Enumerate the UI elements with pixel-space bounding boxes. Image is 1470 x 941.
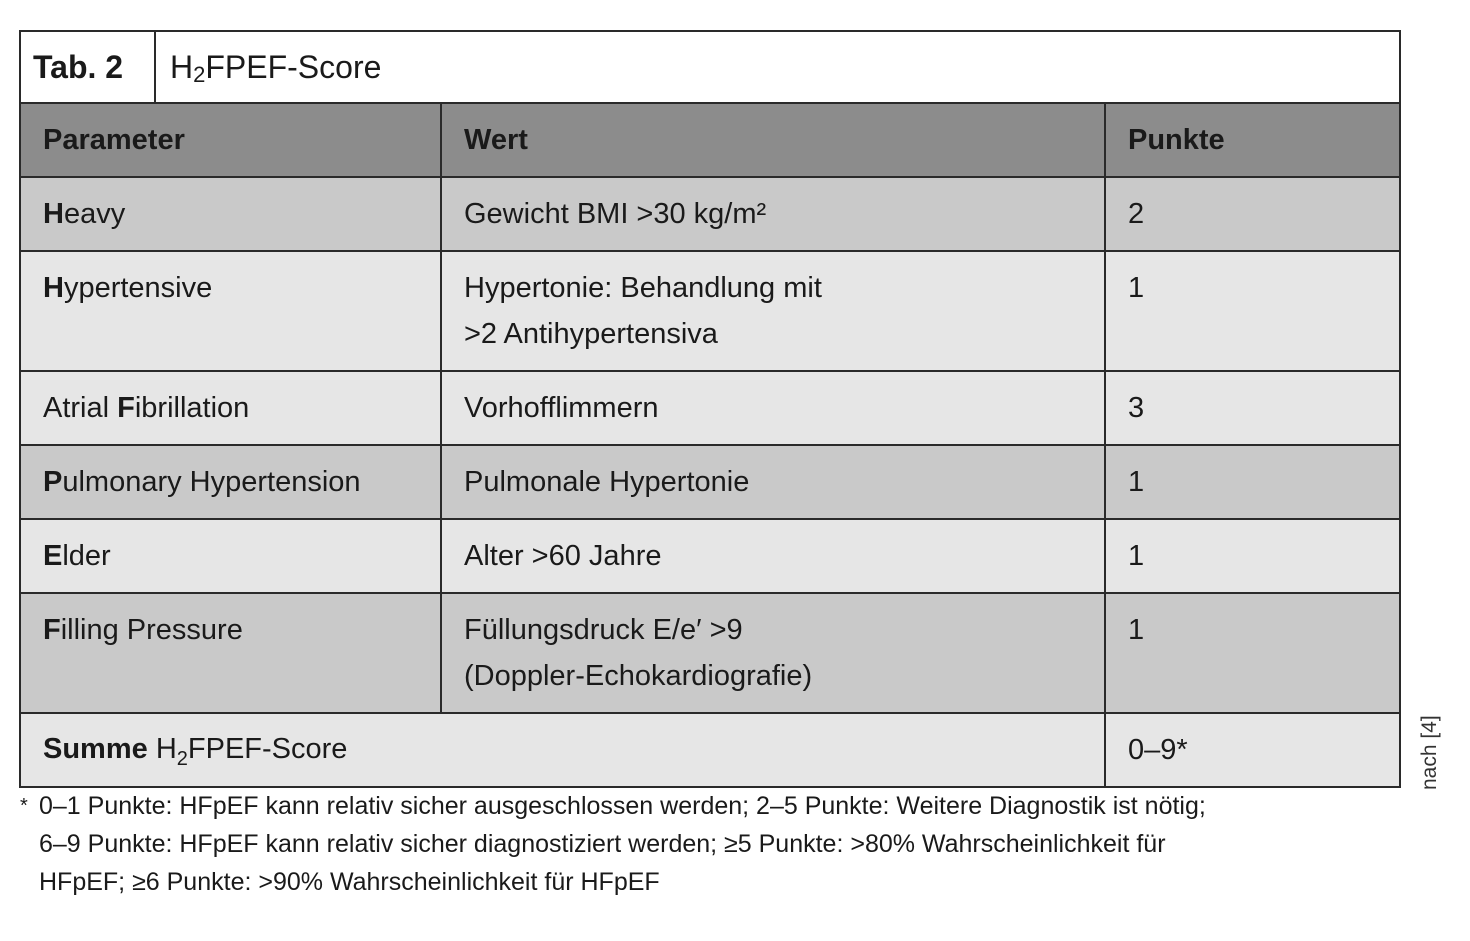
wert-line: (Doppler-Echokardiografie): [464, 660, 813, 692]
score-table: [21, 104, 1399, 786]
summary-label: [21, 713, 1105, 786]
footnote: [20, 787, 1400, 901]
punkte-cell: 2: [1105, 177, 1399, 251]
summary-suffix: FPEF-Score: [187, 732, 348, 765]
parameter-rest: lder: [62, 540, 111, 572]
table-number: Tab. 2: [21, 32, 156, 102]
wert-line: >2 Antihypertensiva: [464, 318, 718, 350]
parameter-rest: ulmonary Hypertension: [62, 466, 361, 498]
table-title-row: [21, 32, 1399, 104]
wert-line: Füllungsdruck E/e′ >9: [464, 614, 743, 646]
punkte-cell: 3: [1105, 371, 1399, 445]
summary-row: [21, 713, 1399, 786]
header-wert: Wert: [441, 104, 1105, 177]
wert-cell: [441, 251, 1105, 371]
table-row: [21, 371, 1399, 445]
summary-value: 0–9*: [1105, 713, 1399, 786]
score-table-frame: [19, 30, 1401, 788]
footnote-line: HFpEF; ≥6 Punkte: >90% Wahrscheinlichkeit für HFpEF: [39, 868, 660, 896]
table-row: [21, 593, 1399, 713]
wert-cell: [441, 593, 1105, 713]
header-punkte: Punkte: [1105, 104, 1399, 177]
wert-cell: [441, 177, 1105, 251]
footnote-line: 6–9 Punkte: HFpEF kann relativ sicher diagnostiziert werden; ≥5 Punkte: >80% Wahrscheinlichkeit für: [39, 830, 1166, 858]
header-parameter: Parameter: [21, 104, 441, 177]
wert-line: Hypertonie: Behandlung mit: [464, 272, 822, 304]
wert-line: Alter >60 Jahre: [464, 540, 662, 572]
title-subscript: 2: [193, 62, 206, 87]
parameter-rest: ibrillation: [134, 392, 250, 424]
table-row: [21, 519, 1399, 593]
parameter-rest: ypertensive: [63, 272, 213, 304]
parameter-initial: E: [43, 540, 63, 572]
wert-cell: [441, 519, 1105, 593]
summary-bold: Summe: [43, 732, 148, 765]
parameter-cell: [21, 371, 441, 445]
parameter-initial: H: [43, 198, 64, 230]
title-prefix: H: [170, 48, 194, 85]
punkte-cell: 1: [1105, 519, 1399, 593]
source-note: nach [4]: [1418, 715, 1441, 790]
punkte-cell: 1: [1105, 445, 1399, 519]
wert-cell: [441, 371, 1105, 445]
parameter-rest: eavy: [63, 198, 126, 230]
title-suffix: FPEF-Score: [205, 48, 382, 85]
parameter-cell: [21, 177, 441, 251]
table-title: [156, 32, 381, 102]
table-row: [21, 251, 1399, 371]
table-row: [21, 445, 1399, 519]
parameter-initial: F: [43, 614, 61, 646]
parameter-cell: [21, 519, 441, 593]
wert-cell: [441, 445, 1105, 519]
parameter-pre: Atrial: [43, 392, 118, 424]
parameter-cell: [21, 251, 441, 371]
footnote-body: [20, 787, 1400, 901]
parameter-initial: P: [43, 466, 63, 498]
footnote-line: 0–1 Punkte: HFpEF kann relativ sicher ausgeschlossen werden; 2–5 Punkte: Weitere Diagnostik ist nötig;: [39, 792, 1206, 820]
punkte-cell: 1: [1105, 593, 1399, 713]
parameter-rest: illing Pressure: [60, 614, 243, 646]
wert-line: Gewicht BMI >30 kg/m²: [464, 198, 767, 230]
table-row: [21, 177, 1399, 251]
punkte-cell: 1: [1105, 251, 1399, 371]
summary-subscript: 2: [176, 747, 188, 770]
parameter-initial: H: [43, 272, 64, 304]
header-row: [21, 104, 1399, 177]
footnote-marker: *: [20, 795, 28, 817]
parameter-cell: [21, 445, 441, 519]
parameter-cell: [21, 593, 441, 713]
summary-prefix: H: [147, 732, 177, 765]
wert-line: Vorhofflimmern: [464, 392, 659, 424]
parameter-initial: F: [117, 392, 135, 424]
wert-line: Pulmonale Hypertonie: [464, 466, 750, 498]
